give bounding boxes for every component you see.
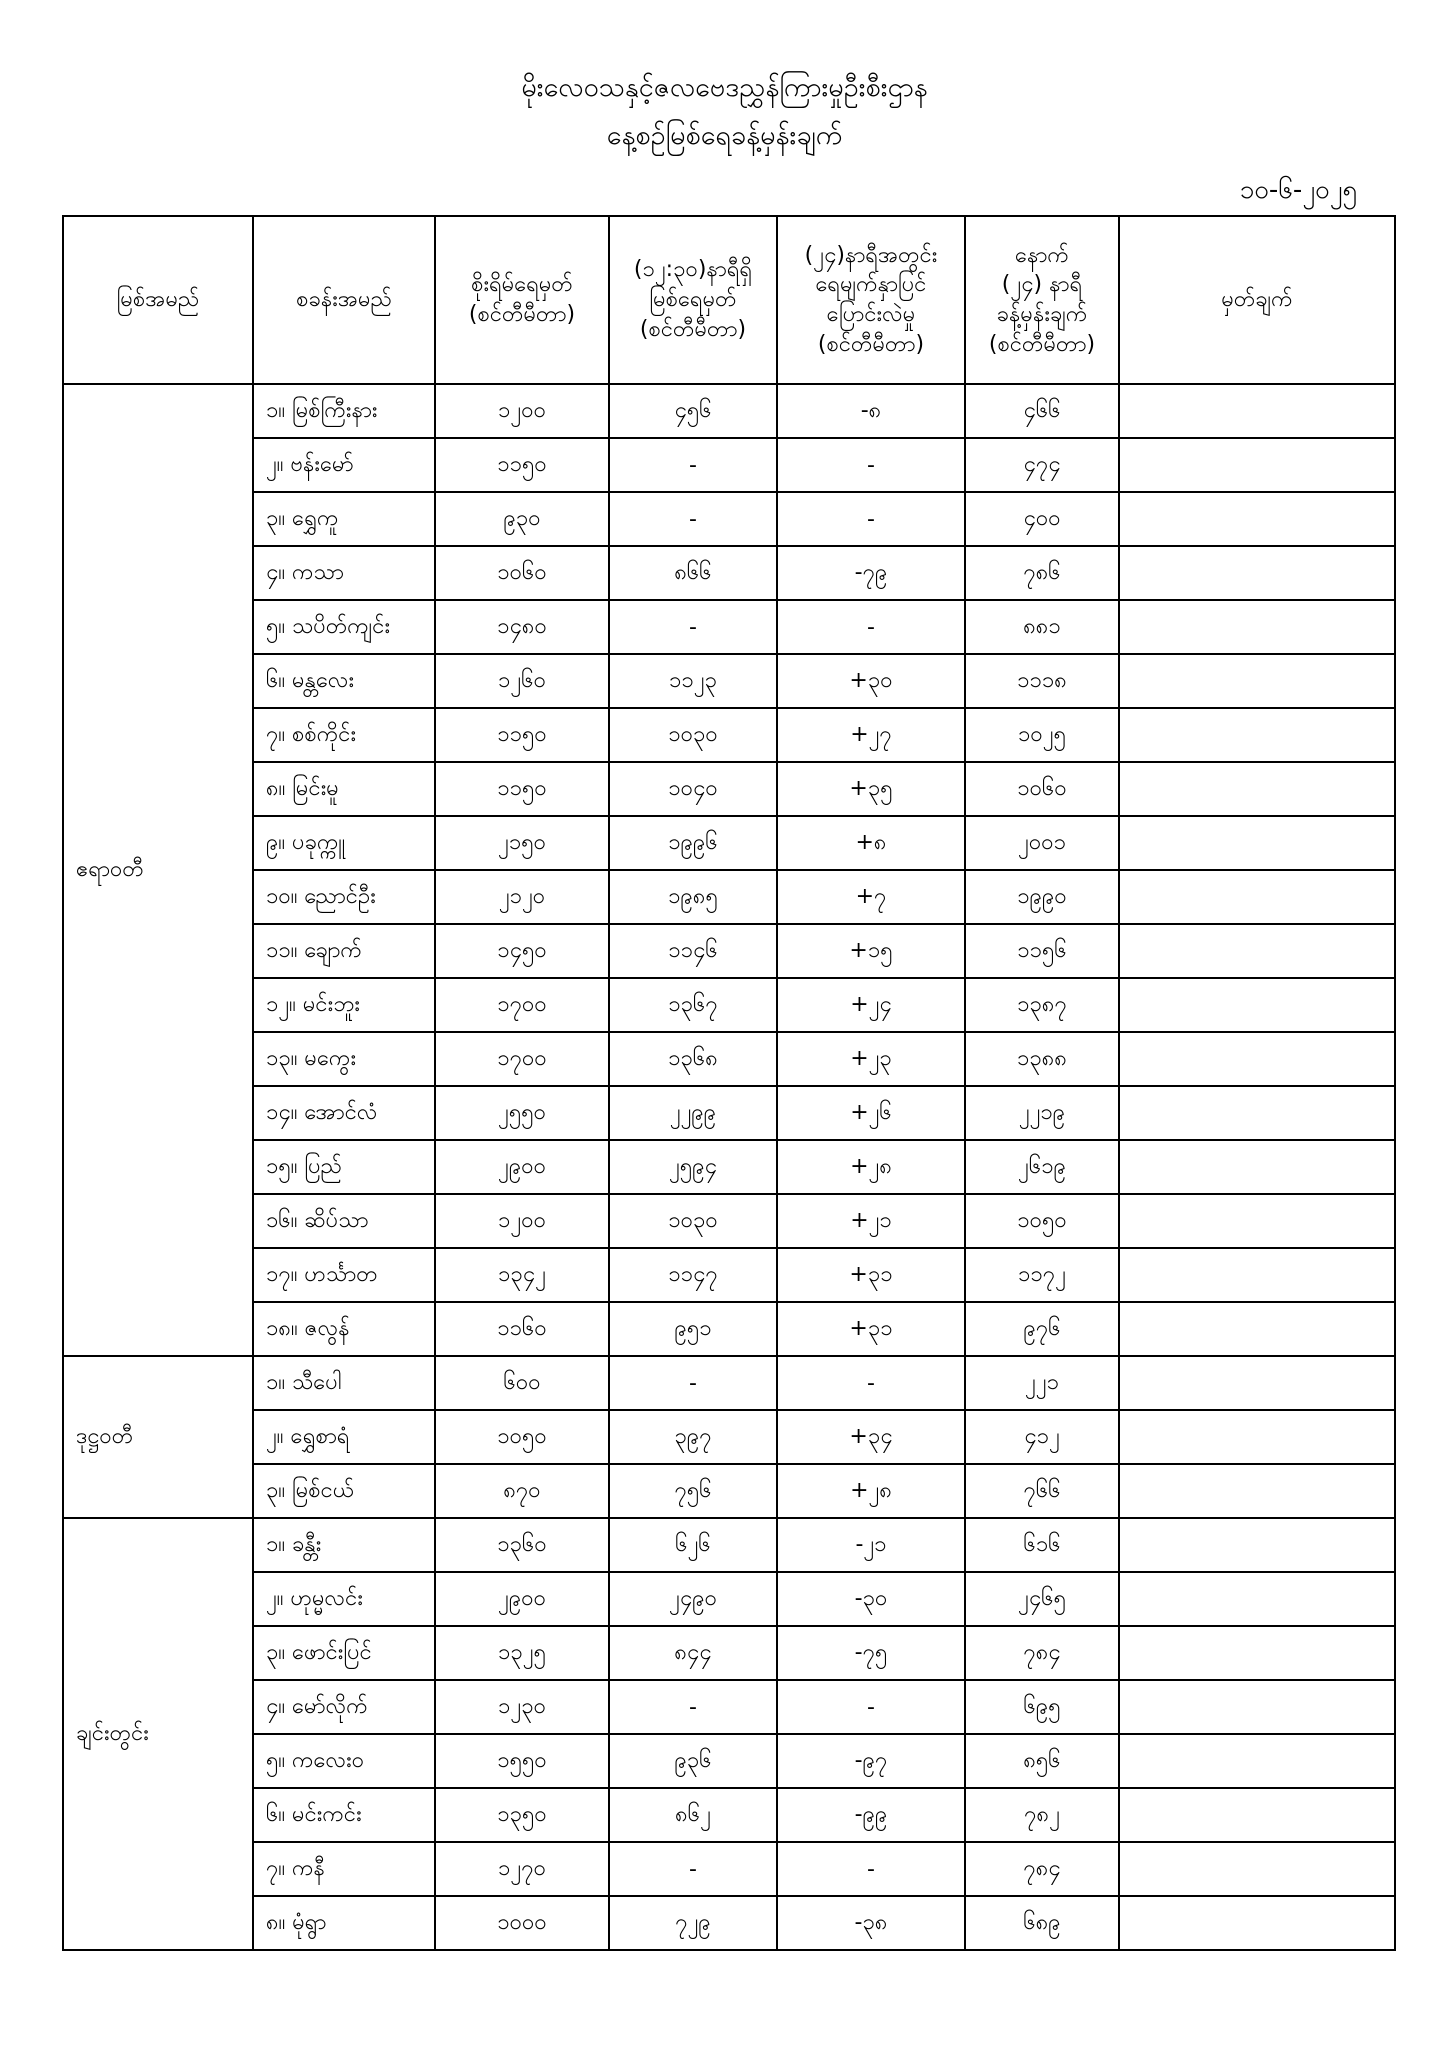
danger-level-cell: ၂၉၀၀	[435, 1572, 609, 1626]
change-cell: -	[777, 1356, 965, 1410]
table-row	[63, 546, 1395, 600]
forecast-cell: ၁၃၈၇	[965, 978, 1119, 1032]
table-row	[63, 654, 1395, 708]
river-name-cell: ဧရာဝတီ	[63, 384, 253, 1356]
remark-cell	[1119, 1464, 1395, 1518]
forecast-cell: ၆၉၅	[965, 1680, 1119, 1734]
danger-level-cell: ၂၁၅၀	[435, 816, 609, 870]
change-cell: +၃၅	[777, 762, 965, 816]
station-name-cell: ၄။ ကသာ	[253, 546, 435, 600]
table-row	[63, 1572, 1395, 1626]
change-cell: -၃၀	[777, 1572, 965, 1626]
change-cell: +၇	[777, 870, 965, 924]
remark-cell	[1119, 492, 1395, 546]
danger-level-cell: ၉၃၀	[435, 492, 609, 546]
station-name-cell: ၁၅။ ပြည်	[253, 1140, 435, 1194]
current-level-cell: ၁၁၄၇	[609, 1248, 777, 1302]
current-level-cell: ၆၂၆	[609, 1518, 777, 1572]
current-level-cell: -	[609, 438, 777, 492]
current-level-cell: ၂၄၉၀	[609, 1572, 777, 1626]
station-name-cell: ၉။ ပခုက္ကူ	[253, 816, 435, 870]
current-level-cell: ၃၉၇	[609, 1410, 777, 1464]
danger-level-cell: ၂၉၀၀	[435, 1140, 609, 1194]
table-row	[63, 1086, 1395, 1140]
current-level-cell: ၁၃၆၇	[609, 978, 777, 1032]
current-level-cell: ၈၄၄	[609, 1626, 777, 1680]
change-cell: +၃၁	[777, 1248, 965, 1302]
station-name-cell: ၁၇။ ဟင်္သာတ	[253, 1248, 435, 1302]
danger-level-cell: ၁၅၅၀	[435, 1734, 609, 1788]
header-row	[63, 216, 1395, 384]
remark-cell	[1119, 1626, 1395, 1680]
remark-cell	[1119, 1680, 1395, 1734]
current-level-cell: ၈၆၆	[609, 546, 777, 600]
remark-cell	[1119, 1896, 1395, 1950]
table-row	[63, 1842, 1395, 1896]
station-name-cell: ၈။ မြင်းမူ	[253, 762, 435, 816]
table-row	[63, 384, 1395, 438]
table-row	[63, 1410, 1395, 1464]
remark-cell	[1119, 1140, 1395, 1194]
remark-cell	[1119, 1842, 1395, 1896]
table-row	[63, 1194, 1395, 1248]
danger-level-cell: ၁၂၀၀	[435, 384, 609, 438]
header-change	[777, 216, 965, 384]
forecast-cell: ၁၁၁၈	[965, 654, 1119, 708]
forecast-cell: ၉၇၆	[965, 1302, 1119, 1356]
change-cell: -၉၇	[777, 1734, 965, 1788]
danger-level-cell: ၁၃၅၀	[435, 1788, 609, 1842]
station-name-cell: ၂။ ဟုမ္မလင်း	[253, 1572, 435, 1626]
station-name-cell: ၆။ မင်းကင်း	[253, 1788, 435, 1842]
forecast-cell: ၁၁၇၂	[965, 1248, 1119, 1302]
change-cell: +၂၇	[777, 708, 965, 762]
change-cell: -၇၉	[777, 546, 965, 600]
remark-cell	[1119, 762, 1395, 816]
danger-level-cell: ၂၅၅၀	[435, 1086, 609, 1140]
remark-cell	[1119, 1734, 1395, 1788]
header-line: (၂၄) နာရီ	[1001, 272, 1083, 298]
forecast-cell: ၇၈၆	[965, 546, 1119, 600]
header-river: မြစ်အမည်	[63, 216, 253, 384]
remark-cell	[1119, 1032, 1395, 1086]
station-name-cell: ၆။ မန္တလေး	[253, 654, 435, 708]
forecast-cell: ၂၂၁၉	[965, 1086, 1119, 1140]
change-cell: -	[777, 438, 965, 492]
remark-cell	[1119, 384, 1395, 438]
change-cell: +၂၃	[777, 1032, 965, 1086]
table-row	[63, 924, 1395, 978]
change-cell: +၂၈	[777, 1464, 965, 1518]
header-line: မြစ်ရေမှတ်	[649, 287, 737, 313]
header-line: (၂၄)နာရီအတွင်း	[804, 242, 938, 268]
danger-level-cell: ၁၃၄၂	[435, 1248, 609, 1302]
forecast-cell: ၇၆၆	[965, 1464, 1119, 1518]
current-level-cell: -	[609, 492, 777, 546]
table-row	[63, 1896, 1395, 1950]
header-line: (စင်တီမီတာ)	[988, 331, 1096, 357]
remark-cell	[1119, 708, 1395, 762]
danger-level-cell: ၁၂၆၀	[435, 654, 609, 708]
forecast-cell: ၆၁၆	[965, 1518, 1119, 1572]
header-current-level	[609, 216, 777, 384]
water-level-table	[62, 215, 1396, 1951]
current-level-cell: ၁၀၄၀	[609, 762, 777, 816]
table-row	[63, 870, 1395, 924]
danger-level-cell: ၁၇၀၀	[435, 1032, 609, 1086]
change-cell: -၇၅	[777, 1626, 965, 1680]
remark-cell	[1119, 438, 1395, 492]
remark-cell	[1119, 1194, 1395, 1248]
current-level-cell: ၉၅၁	[609, 1302, 777, 1356]
station-name-cell: ၂။ ဗန်းမော်	[253, 438, 435, 492]
change-cell: -	[777, 1842, 965, 1896]
danger-level-cell: ၁၂၃၀	[435, 1680, 609, 1734]
station-name-cell: ၃။ ဖောင်းပြင်	[253, 1626, 435, 1680]
table-row	[63, 1248, 1395, 1302]
change-cell: +၃၄	[777, 1410, 965, 1464]
report-date: ၁၀-၆-၂၀၂၅	[1239, 175, 1357, 205]
change-cell: -၈	[777, 384, 965, 438]
header-station: စခန်းအမည်	[253, 216, 435, 384]
header-line: ရေမျက်နှာပြင်	[815, 272, 927, 298]
forecast-cell: ၂၄၆၅	[965, 1572, 1119, 1626]
current-level-cell: ၇၂၉	[609, 1896, 777, 1950]
table-row	[63, 1518, 1395, 1572]
header-forecast	[965, 216, 1119, 384]
remark-cell	[1119, 1518, 1395, 1572]
forecast-cell: ၁၃၈၈	[965, 1032, 1119, 1086]
header-line: စိုးရိမ်ရေမှတ်	[471, 272, 573, 298]
danger-level-cell: ၁၇၀၀	[435, 978, 609, 1032]
table-body	[63, 384, 1395, 1950]
station-name-cell: ၅။ ကလေးဝ	[253, 1734, 435, 1788]
danger-level-cell: ၁၁၆၀	[435, 1302, 609, 1356]
table-row	[63, 1626, 1395, 1680]
danger-level-cell: ၆၀၀	[435, 1356, 609, 1410]
forecast-cell: ၄၀၀	[965, 492, 1119, 546]
change-cell: +၃၁	[777, 1302, 965, 1356]
forecast-cell: ၁၀၆၀	[965, 762, 1119, 816]
table-row	[63, 978, 1395, 1032]
remark-cell	[1119, 546, 1395, 600]
river-name-cell: ချင်းတွင်း	[63, 1518, 253, 1950]
table-row	[63, 708, 1395, 762]
current-level-cell: -	[609, 1842, 777, 1896]
forecast-cell: ၇၈၄	[965, 1842, 1119, 1896]
station-name-cell: ၁၆။ ဆိပ်သာ	[253, 1194, 435, 1248]
danger-level-cell: ၁၃၆၀	[435, 1518, 609, 1572]
forecast-cell: ၈၅၆	[965, 1734, 1119, 1788]
station-name-cell: ၁၁။ ချောက်	[253, 924, 435, 978]
change-cell: +၁၅	[777, 924, 965, 978]
current-level-cell: ၉၃၆	[609, 1734, 777, 1788]
current-level-cell: ၁၉၈၅	[609, 870, 777, 924]
forecast-cell: ၁၀၅၀	[965, 1194, 1119, 1248]
table-row	[63, 1302, 1395, 1356]
table-row	[63, 1356, 1395, 1410]
current-level-cell: -	[609, 1356, 777, 1410]
header-line: ခန့်မှန်းချက်	[996, 302, 1088, 327]
forecast-cell: ၂၀၀၁	[965, 816, 1119, 870]
header-remarks: မှတ်ချက်	[1119, 216, 1395, 384]
current-level-cell: ၈၆၂	[609, 1788, 777, 1842]
forecast-cell: ၁၉၉၀	[965, 870, 1119, 924]
station-name-cell: ၃။ ရွှေကူ	[253, 492, 435, 546]
change-cell: +၈	[777, 816, 965, 870]
forecast-cell: ၁၀၂၅	[965, 708, 1119, 762]
remark-cell	[1119, 924, 1395, 978]
table-row	[63, 1788, 1395, 1842]
remark-cell	[1119, 816, 1395, 870]
danger-level-cell: ၁၀၀၀	[435, 1896, 609, 1950]
change-cell: -၉၉	[777, 1788, 965, 1842]
remark-cell	[1119, 600, 1395, 654]
header-line: (စင်တီမီတာ)	[817, 331, 925, 357]
station-name-cell: ၅။ သပိတ်ကျင်း	[253, 600, 435, 654]
station-name-cell: ၇။ စစ်ကိုင်း	[253, 708, 435, 762]
forecast-cell: ၄၇၄	[965, 438, 1119, 492]
remark-cell	[1119, 1410, 1395, 1464]
header-danger-level	[435, 216, 609, 384]
forecast-cell: ၇၈၄	[965, 1626, 1119, 1680]
page-subtitle: နေ့စဉ်မြစ်ရေခန့်မှန်းချက်	[606, 120, 843, 151]
danger-level-cell: ၁၃၂၅	[435, 1626, 609, 1680]
current-level-cell: ၂၂၉၉	[609, 1086, 777, 1140]
danger-level-cell: ၁၀၅၀	[435, 1410, 609, 1464]
current-level-cell: ၁၁၄၆	[609, 924, 777, 978]
remark-cell	[1119, 1086, 1395, 1140]
header-line: (စင်တီမီတာ)	[468, 302, 576, 327]
change-cell: -	[777, 1680, 965, 1734]
current-level-cell: ၂၅၉၄	[609, 1140, 777, 1194]
remark-cell	[1119, 654, 1395, 708]
station-name-cell: ၁၂။ မင်းဘူး	[253, 978, 435, 1032]
station-name-cell: ၁။ သီပေါ	[253, 1356, 435, 1410]
station-name-cell: ၃။ မြစ်ငယ်	[253, 1464, 435, 1518]
danger-level-cell: ၁၁၅၀	[435, 438, 609, 492]
forecast-cell: ၆၈၉	[965, 1896, 1119, 1950]
header-line: (၁၂:၃၀)နာရီရှိ	[633, 257, 753, 283]
forecast-cell: ၄၆၆	[965, 384, 1119, 438]
current-level-cell: ၇၅၆	[609, 1464, 777, 1518]
danger-level-cell: ၁၀၆၀	[435, 546, 609, 600]
current-level-cell: ၁၉၉၆	[609, 816, 777, 870]
remark-cell	[1119, 870, 1395, 924]
change-cell: +၂၁	[777, 1194, 965, 1248]
change-cell: -၃၈	[777, 1896, 965, 1950]
change-cell: +၂၄	[777, 978, 965, 1032]
table-row	[63, 1734, 1395, 1788]
table-row	[63, 492, 1395, 546]
forecast-cell: ၈၈၁	[965, 600, 1119, 654]
current-level-cell: ၁၀၃၀	[609, 1194, 777, 1248]
forecast-cell: ၂၂၁	[965, 1356, 1119, 1410]
change-cell: -	[777, 600, 965, 654]
current-level-cell: ၁၃၆၈	[609, 1032, 777, 1086]
change-cell: +၃၀	[777, 654, 965, 708]
remark-cell	[1119, 1788, 1395, 1842]
table-row	[63, 762, 1395, 816]
station-name-cell: ၁။ ခန္တီး	[253, 1518, 435, 1572]
table-row	[63, 1680, 1395, 1734]
remark-cell	[1119, 978, 1395, 1032]
table-row	[63, 1464, 1395, 1518]
table-row	[63, 816, 1395, 870]
change-cell: +၂၈	[777, 1140, 965, 1194]
danger-level-cell: ၈၇၀	[435, 1464, 609, 1518]
page-title: မိုးလေဝသနှင့်ဇလဗေဒညွှန်ကြားမှုဦးစီးဌာန	[521, 72, 928, 103]
remark-cell	[1119, 1572, 1395, 1626]
current-level-cell: ၄၅၆	[609, 384, 777, 438]
danger-level-cell: ၂၁၂၀	[435, 870, 609, 924]
forecast-cell: ၇၈၂	[965, 1788, 1119, 1842]
danger-level-cell: ၁၄၈၀	[435, 600, 609, 654]
station-name-cell: ၄။ မော်လိုက်	[253, 1680, 435, 1734]
change-cell: -၂၁	[777, 1518, 965, 1572]
danger-level-cell: ၁၂၇၀	[435, 1842, 609, 1896]
change-cell: +၂၆	[777, 1086, 965, 1140]
danger-level-cell: ၁၄၅၀	[435, 924, 609, 978]
forecast-cell: ၂၆၁၉	[965, 1140, 1119, 1194]
station-name-cell: ၁၈။ ဇလွန်	[253, 1302, 435, 1356]
station-name-cell: ၁၃။ မကွေး	[253, 1032, 435, 1086]
station-name-cell: ၁၀။ ညောင်ဦး	[253, 870, 435, 924]
forecast-cell: ၁၁၅၆	[965, 924, 1119, 978]
table-row	[63, 600, 1395, 654]
table-row	[63, 438, 1395, 492]
header-line: နောက်	[1015, 242, 1069, 268]
remark-cell	[1119, 1302, 1395, 1356]
station-name-cell: ၂။ ရွှေစာရံ	[253, 1410, 435, 1464]
station-name-cell: ၁။ မြစ်ကြီးနား	[253, 384, 435, 438]
table-row	[63, 1032, 1395, 1086]
current-level-cell: -	[609, 1680, 777, 1734]
forecast-cell: ၄၁၂	[965, 1410, 1119, 1464]
table-row	[63, 1140, 1395, 1194]
station-name-cell: ၈။ မုံရွာ	[253, 1896, 435, 1950]
danger-level-cell: ၁၁၅၀	[435, 708, 609, 762]
remark-cell	[1119, 1356, 1395, 1410]
river-name-cell: ဒုဋ္ဌဝတီ	[63, 1356, 253, 1518]
station-name-cell: ၁၄။ အောင်လံ	[253, 1086, 435, 1140]
change-cell: -	[777, 492, 965, 546]
station-name-cell: ၇။ ကနီ	[253, 1842, 435, 1896]
current-level-cell: ၁၁၂၃	[609, 654, 777, 708]
remark-cell	[1119, 1248, 1395, 1302]
danger-level-cell: ၁၂၀၀	[435, 1194, 609, 1248]
header-line: (စင်တီမီတာ)	[639, 316, 747, 342]
current-level-cell: ၁၀၃၀	[609, 708, 777, 762]
current-level-cell: -	[609, 600, 777, 654]
danger-level-cell: ၁၁၅၀	[435, 762, 609, 816]
header-line: ပြောင်းလဲမှု	[826, 302, 916, 327]
